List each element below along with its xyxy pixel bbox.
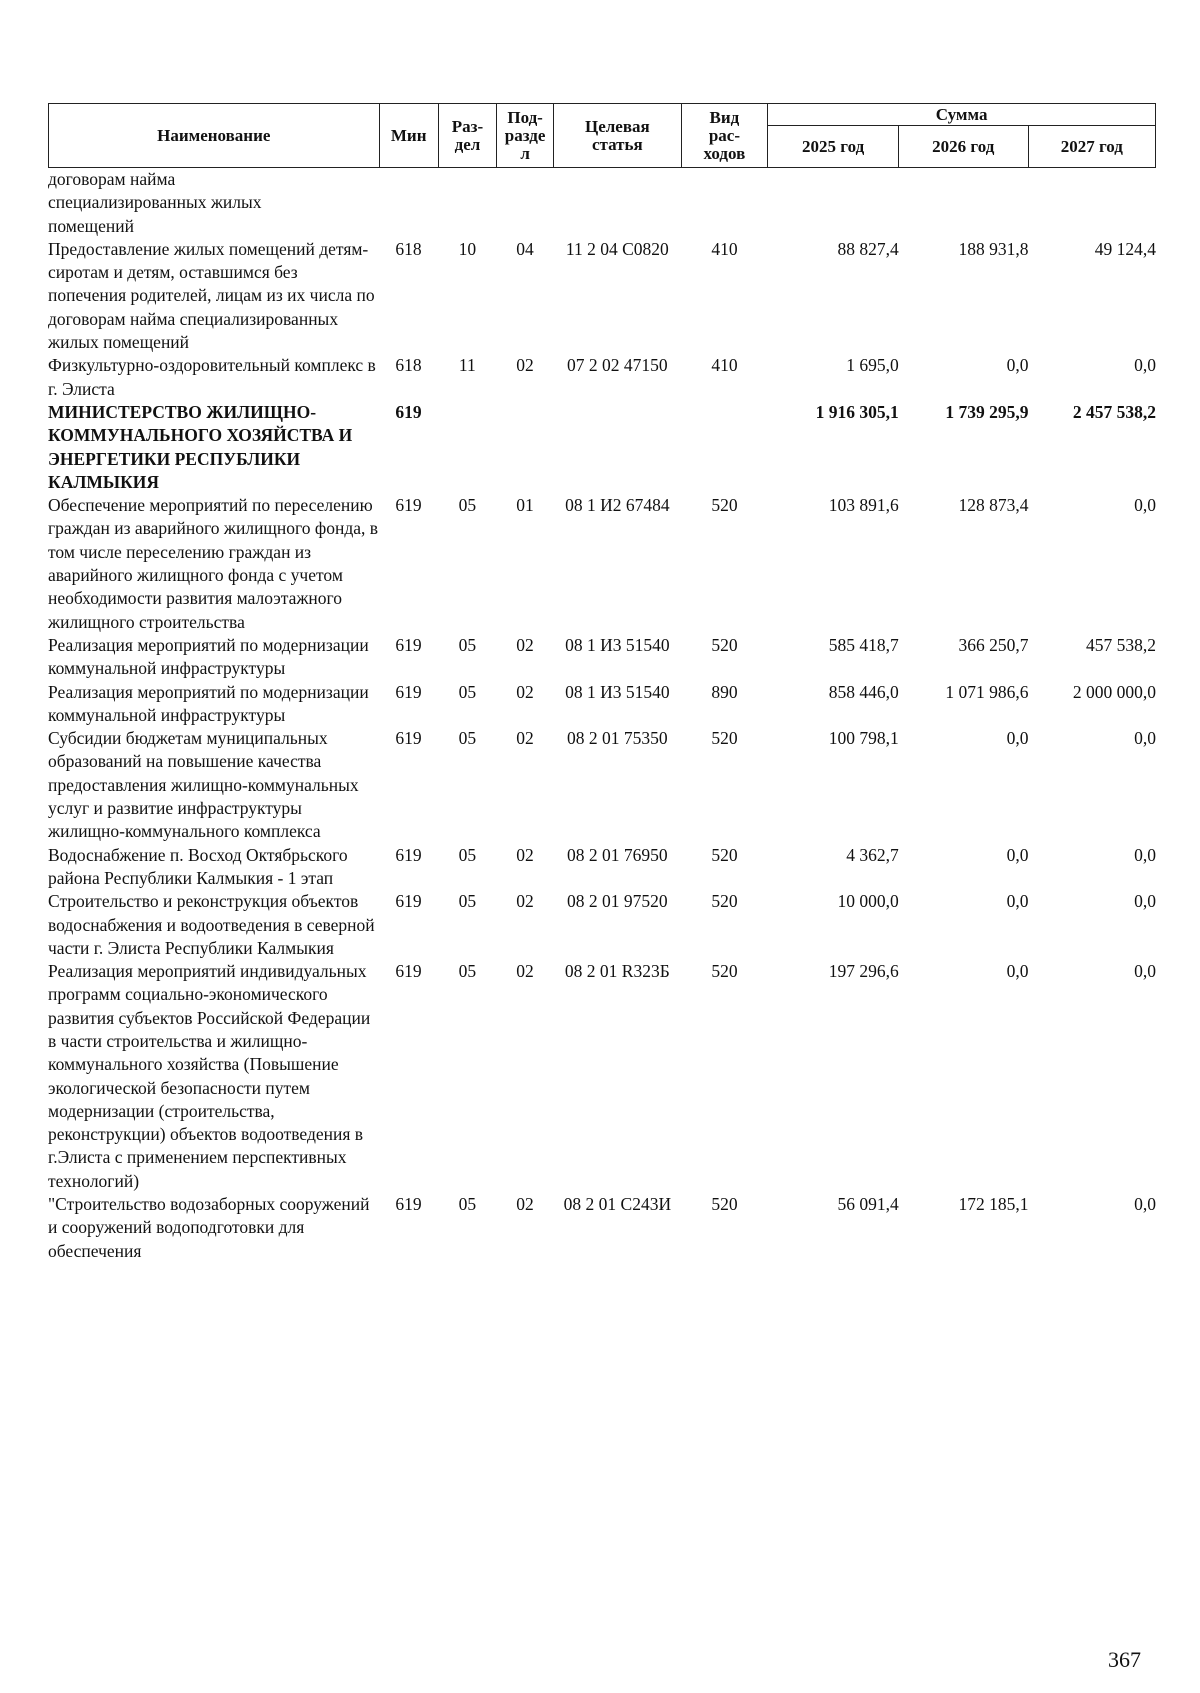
row-celevaya-statya: 08 1 И3 51540 xyxy=(565,681,670,702)
row-min: 619 xyxy=(395,891,422,912)
row-celevaya-statya: 08 2 01 75350 xyxy=(567,728,668,749)
row-min: 619 xyxy=(395,1194,422,1215)
row-razdel: 05 xyxy=(458,634,477,655)
row-sum-2026: 0,0 xyxy=(1006,961,1029,982)
row-min: 619 xyxy=(395,844,422,865)
header-name: Наименование xyxy=(49,104,380,168)
row-razdel xyxy=(438,168,496,238)
row-vid-rashodov xyxy=(681,401,768,494)
row-name: Строительство и реконструкция объектов водоснабжения и водоотведения в северной части г. Элиста Республики Калмыкия xyxy=(48,891,375,958)
table-row xyxy=(48,1193,1156,1263)
row-razdel: 05 xyxy=(458,844,477,865)
table-row xyxy=(48,890,1156,960)
header-celevaya-statya: Целевая статья xyxy=(554,104,681,168)
row-celevaya-statya: 08 1 И2 67484 xyxy=(565,495,670,516)
row-celevaya-statya: 07 2 02 47150 xyxy=(567,355,668,376)
row-sum-2026: 1 739 295,9 xyxy=(945,401,1029,422)
row-sum-2027: 0,0 xyxy=(1134,728,1156,749)
header-2026: 2026 год xyxy=(898,126,1028,168)
row-name: МИНИСТЕРСТВО ЖИЛИЩНО-КОММУНАЛЬНОГО ХОЗЯЙСТВА И ЭНЕРГЕТИКИ РЕСПУБЛИКИ КАЛМЫКИЯ xyxy=(48,401,353,492)
row-min: 619 xyxy=(395,401,422,422)
header-razdel: Раз- дел xyxy=(438,104,496,168)
row-sum-2025: 88 827,4 xyxy=(837,238,899,259)
row-name: договорам найма специализированных жилых помещений xyxy=(48,169,262,236)
row-celevaya-statya: 08 2 01 R323Б xyxy=(564,961,670,982)
row-sum-2026: 0,0 xyxy=(1006,355,1029,376)
row-razdel: 05 xyxy=(458,681,477,702)
row-celevaya-statya: 08 2 01 97520 xyxy=(567,891,668,912)
row-vid-rashodov: 520 xyxy=(711,1194,738,1215)
row-sum-2025: 4 362,7 xyxy=(846,844,899,865)
row-sum-2025: 10 000,0 xyxy=(837,891,899,912)
table-row xyxy=(48,844,1156,891)
row-podrazdel: 02 xyxy=(516,961,534,982)
row-min: 619 xyxy=(395,495,422,516)
header-2027: 2027 год xyxy=(1028,126,1155,168)
row-sum-2026: 172 185,1 xyxy=(958,1194,1029,1215)
row-sum-2025: 1 916 305,1 xyxy=(815,401,899,422)
row-vid-rashodov: 520 xyxy=(711,844,738,865)
row-sum-2027: 2 000 000,0 xyxy=(1072,681,1156,702)
row-sum-2026: 0,0 xyxy=(1006,728,1029,749)
row-sum-2027: 0,0 xyxy=(1134,961,1156,982)
row-sum-2026: 128 873,4 xyxy=(958,495,1029,516)
row-min: 619 xyxy=(395,961,422,982)
header-podrazdel: Под- разде л xyxy=(497,104,554,168)
row-sum-2026 xyxy=(899,168,1029,238)
table-row xyxy=(48,494,1156,634)
table-row xyxy=(48,681,1156,728)
row-name: Предоставление жилых помещений детям-сиротам и детям, оставшимся без попечения родителей, лицам из их числа по договорам найма специализированных жилых помещений xyxy=(48,238,375,353)
row-name: Физкультурно-оздоровительный комплекс в г. Элиста xyxy=(48,355,376,399)
row-min xyxy=(379,168,438,238)
row-sum-2027: 0,0 xyxy=(1134,844,1156,865)
row-celevaya-statya: 08 2 01 76950 xyxy=(567,844,668,865)
row-sum-2025: 103 891,6 xyxy=(828,495,899,516)
row-vid-rashodov: 520 xyxy=(711,961,738,982)
row-sum-2025: 56 091,4 xyxy=(837,1194,899,1215)
row-sum-2027: 49 124,4 xyxy=(1094,238,1156,259)
row-sum-2026: 1 071 986,6 xyxy=(945,681,1029,702)
row-sum-2025: 1 695,0 xyxy=(846,355,899,376)
row-podrazdel: 02 xyxy=(516,634,534,655)
row-celevaya-statya: 11 2 04 С0820 xyxy=(565,238,669,259)
row-min: 618 xyxy=(395,355,422,376)
row-sum-2027: 0,0 xyxy=(1134,355,1156,376)
row-vid-rashodov: 410 xyxy=(711,238,738,259)
row-sum-2027: 0,0 xyxy=(1134,891,1156,912)
header-vid-rashodov: Вид рас- ходов xyxy=(681,104,768,168)
row-vid-rashodov: 410 xyxy=(711,355,738,376)
row-vid-rashodov: 520 xyxy=(711,634,738,655)
header-min: Мин xyxy=(379,104,438,168)
row-sum-2027: 2 457 538,2 xyxy=(1072,401,1156,422)
row-celevaya-statya xyxy=(554,401,682,494)
header-2025: 2025 год xyxy=(768,126,899,168)
row-podrazdel: 02 xyxy=(516,681,534,702)
budget-table xyxy=(48,168,1156,1263)
table-header xyxy=(48,103,1156,168)
row-sum-2025: 858 446,0 xyxy=(828,681,899,702)
row-podrazdel xyxy=(496,401,553,494)
row-name: Реализация мероприятий индивидуальных программ социально-экономического развития субъектов Российской Федерации в части строительства и жилищно-коммунального хозяйства (Повышение экологической безопасности путем модернизации (строительства, реконструкции) объектов водоотведения в г.Элиста с применением перспективных технологий) xyxy=(48,961,371,1191)
table-row xyxy=(48,354,1156,401)
row-razdel: 05 xyxy=(458,1194,477,1215)
row-razdel: 10 xyxy=(458,238,477,259)
row-sum-2026: 188 931,8 xyxy=(958,238,1029,259)
row-name: Водоснабжение п. Восход Октябрьского района Республики Калмыкия - 1 этап xyxy=(48,844,348,888)
row-min: 619 xyxy=(395,728,422,749)
row-celevaya-statya: 08 2 01 С243И xyxy=(563,1194,672,1215)
page-number: 367 xyxy=(1108,1647,1141,1672)
row-podrazdel: 01 xyxy=(516,495,534,516)
row-podrazdel: 02 xyxy=(516,1194,534,1215)
row-razdel: 05 xyxy=(458,728,477,749)
row-sum-2027 xyxy=(1028,168,1156,238)
row-sum-2027: 0,0 xyxy=(1134,495,1156,516)
row-vid-rashodov: 520 xyxy=(711,728,738,749)
row-podrazdel: 02 xyxy=(516,891,534,912)
row-podrazdel xyxy=(496,168,553,238)
row-min: 619 xyxy=(395,681,422,702)
row-razdel: 05 xyxy=(458,891,477,912)
row-sum-2025: 585 418,7 xyxy=(828,634,899,655)
row-sum-2027: 457 538,2 xyxy=(1086,634,1156,655)
row-name: Субсидии бюджетам муниципальных образований на повышение качества предоставления жилищно-коммунальных услуг и развитие инфраструктуры жилищно-коммунального комплекса xyxy=(48,728,359,842)
row-razdel: 05 xyxy=(458,495,477,516)
row-min: 618 xyxy=(395,238,422,259)
row-razdel xyxy=(438,401,496,494)
table-row xyxy=(48,634,1156,681)
row-sum-2026: 366 250,7 xyxy=(958,634,1029,655)
row-sum-2025: 197 296,6 xyxy=(828,961,899,982)
table-row xyxy=(48,238,1156,354)
row-vid-rashodov xyxy=(681,168,768,238)
row-razdel: 11 xyxy=(458,355,476,376)
row-razdel: 05 xyxy=(458,961,477,982)
row-podrazdel: 04 xyxy=(516,238,534,259)
row-celevaya-statya xyxy=(554,168,682,238)
row-sum-2025 xyxy=(768,168,899,238)
row-name: "Строительство водозаборных сооружений и сооружений водоподготовки для обеспечения xyxy=(48,1194,370,1261)
header-summa: Сумма xyxy=(768,104,1156,126)
row-podrazdel: 02 xyxy=(516,355,534,376)
row-name: Реализация мероприятий по модернизации коммунальной инфраструктуры xyxy=(48,634,369,679)
table-row xyxy=(48,727,1156,843)
row-sum-2026: 0,0 xyxy=(1006,891,1029,912)
row-celevaya-statya: 08 1 И3 51540 xyxy=(565,634,670,655)
table-row xyxy=(48,401,1156,494)
row-min: 619 xyxy=(395,634,422,655)
row-vid-rashodov: 520 xyxy=(711,891,738,912)
row-name: Реализация мероприятий по модернизации коммунальной инфраструктуры xyxy=(48,681,369,725)
row-sum-2027: 0,0 xyxy=(1134,1194,1156,1215)
document-page xyxy=(48,103,1156,1263)
row-podrazdel: 02 xyxy=(516,844,534,865)
row-sum-2026: 0,0 xyxy=(1006,844,1029,865)
table-row xyxy=(48,960,1156,1193)
row-podrazdel: 02 xyxy=(516,728,534,749)
row-sum-2025: 100 798,1 xyxy=(828,728,899,749)
row-name: Обеспечение мероприятий по переселению граждан из аварийного жилищного фонда, в том числе переселению граждан из аварийного жилищного фонда с учетом необходимости развития малоэтажного жилищного строительства xyxy=(48,495,379,632)
row-vid-rashodov: 890 xyxy=(711,681,738,702)
row-vid-rashodov: 520 xyxy=(711,495,738,516)
table-row xyxy=(48,168,1156,238)
